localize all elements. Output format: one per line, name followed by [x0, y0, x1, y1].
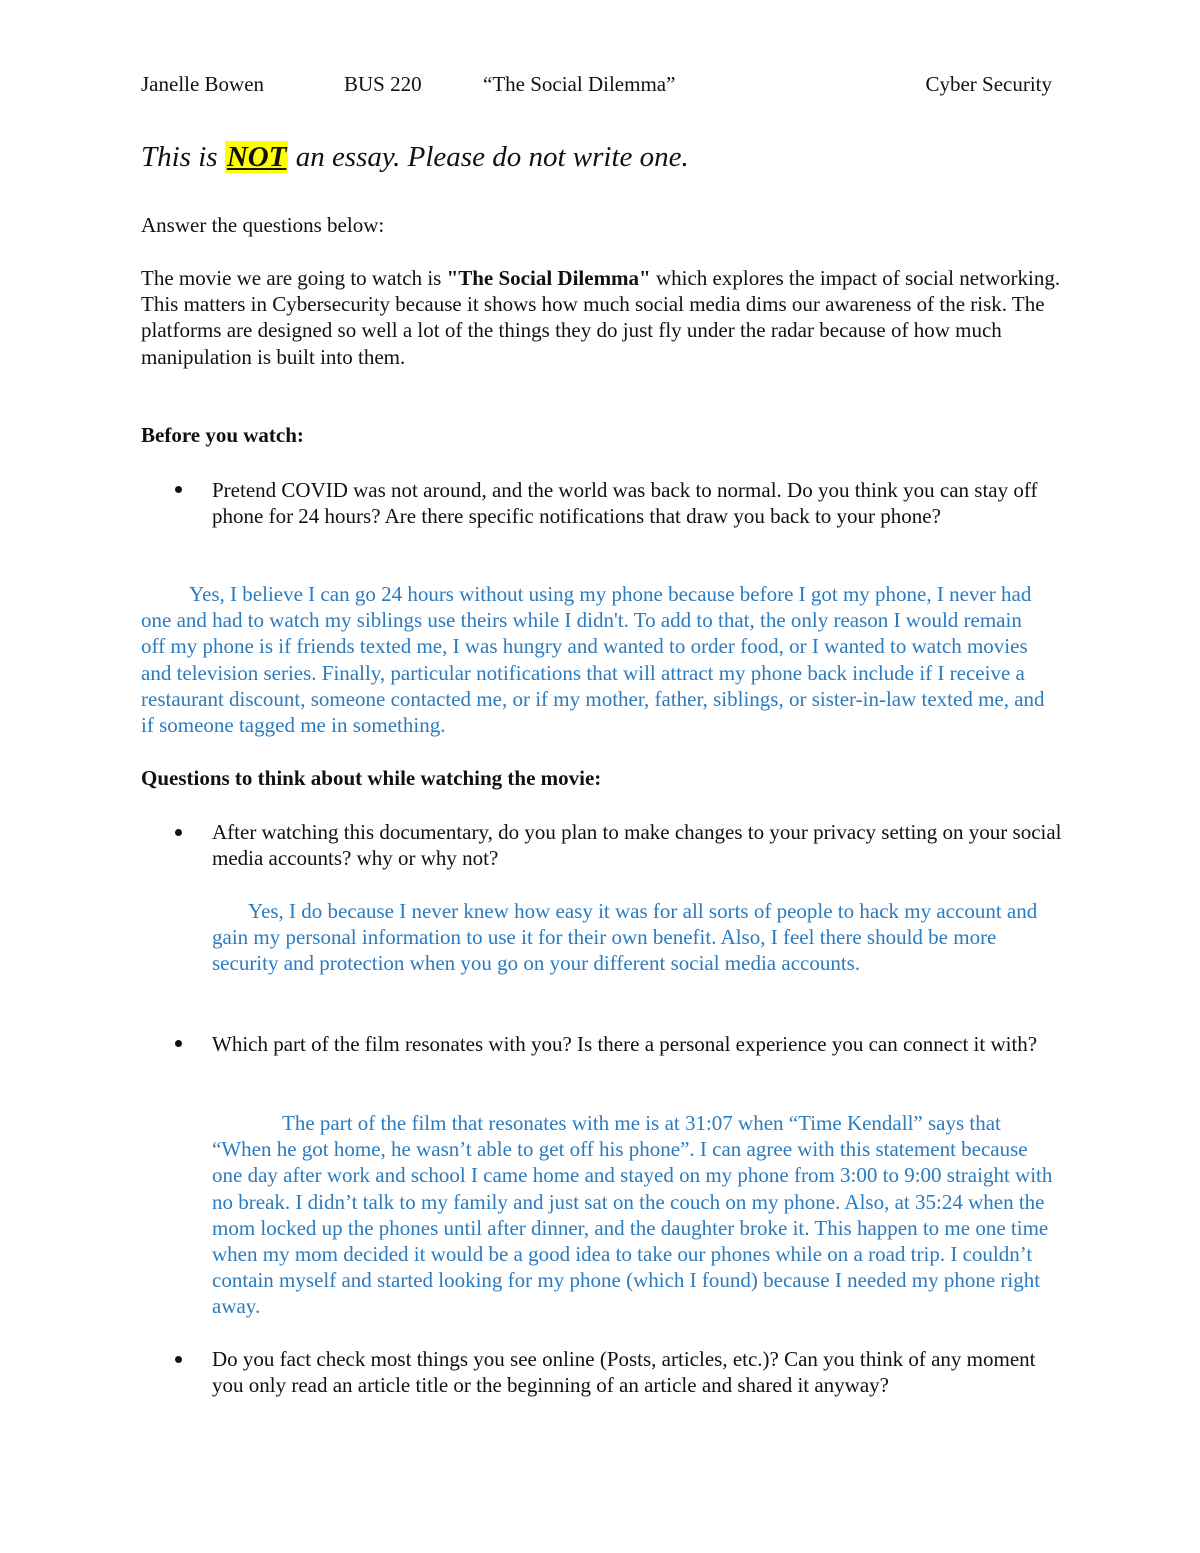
title-highlight: NOT [226, 141, 287, 173]
bullet-dot-icon [175, 1356, 182, 1363]
answer-1: Yes, I believe I can go 24 hours without using my phone because before I got my phone, I never had one and had to watch my siblings use theirs while I didn't. To add to that, the only reason I would remain off my phone is if friends texted me, I was hungry and wanted to order food, or I wanted to watch movies and television series. Finally, particular notifications that will attract my phone back include if I receive a restaurant discount, someone contacted me, or if my mother, father, siblings, or sister-in-law texted me, and if someone tagged me in something. [141, 582, 1045, 738]
bullet-dot-icon [175, 1040, 182, 1047]
bullet-dot-icon [175, 486, 182, 493]
header-course: BUS 220 [344, 72, 422, 96]
title-suffix: an essay. Please do not write one. [288, 141, 689, 173]
answer-2: Yes, I do because I never knew how easy it was for all sorts of people to hack my account and gain my personal information to use it for their own benefit. Also, I feel there should be more security and protection when you go on your different social media accounts. [212, 899, 1038, 976]
intro-paragraph [141, 265, 1066, 370]
intro-before: The movie we are going to watch is [141, 266, 447, 290]
intro-movie-title: "The Social Dilemma" [446, 266, 651, 290]
header-name: Janelle Bowen [141, 72, 265, 96]
answer-3: The part of the film that resonates with me is at 31:07 when “Time Kendall” says that “When he got home, he wasn’t able to get off his phone”. I can agree with this statement because one day after work and school I came home and stayed on my phone from 3:00 to 9:00 straight with no break. I didn’t talk to my family and just sat on the couch on my phone. Also, at 35:24 when the mom locked up the phones until after dinner, and the daughter broke it. This happen to me one time when my mom decided it would be a good idea to take our phones while on a road trip. I couldn’t contain myself and started looking for my phone (which I found) because I needed my phone right away. [212, 1111, 1053, 1319]
section-heading-during: Questions to think about while watching the movie: [141, 766, 602, 790]
question-1: Pretend COVID was not around, and the world was back to normal. Do you think you can stay off phone for 24 hours? Are there specific notifications that draw you back to your phone? [212, 478, 1038, 529]
bullet-dot-icon [175, 829, 182, 836]
page-title [141, 141, 689, 174]
title-prefix: This is [141, 141, 225, 173]
question-4: Do you fact check most things you see online (Posts, articles, etc.)? Can you think of any moment you only read an article title or the beginning of an article and shared it anyway? [212, 1347, 1036, 1398]
header-film: “The Social Dilemma” [483, 72, 676, 96]
header-topic: Cyber Security [925, 72, 1052, 96]
question-2: After watching this documentary, do you plan to make changes to your privacy setting on your social media accounts? why or why not? [212, 820, 1062, 871]
intro-after: which explores the impact of social networking. This matters in Cybersecurity because it shows how much social media dims our awareness of the risk. The platforms are designed so well a lot of the things they do just fly under the radar because of how much manipulation is built into them. [141, 266, 1061, 369]
section-heading-before: Before you watch: [141, 423, 304, 447]
question-3: Which part of the film resonates with you? Is there a personal experience you can connect it with? [212, 1032, 1038, 1056]
instruction-text: Answer the questions below: [141, 213, 385, 237]
